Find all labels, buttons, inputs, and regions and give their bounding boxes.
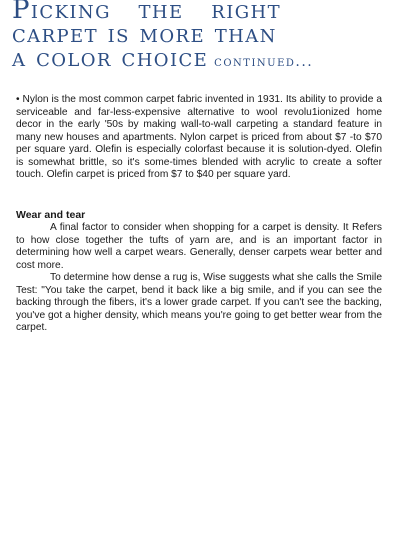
- section-heading-wear-and-tear: Wear and tear: [16, 209, 86, 221]
- paragraph-smile-test: To determine how dense a rug is, Wise suggests what she calls the Smile Test: "You take the carpet, bend it back like a big smile, and if you can see the backing through the fibers, it's a lower grade carpet. If you can't see the backing, you've got a higher density, which means you're going to get better wear from the carpet.: [16, 272, 382, 333]
- headline-line-3-text: a color choice: [12, 43, 209, 73]
- headline-line-1: Picking the right: [12, 0, 281, 25]
- continued-label: continued...: [214, 54, 314, 70]
- headline-line-2: carpet is more than: [12, 19, 277, 49]
- paragraph-density: A final factor to consider when shopping for a carpet is density. It Refers to how close together the tufts of yarn are, and is an important factor in determining how well a carpet wears. Generally, denser carpets wear better and cost more.: [16, 222, 382, 271]
- paragraph-nylon-olefin: • Nylon is the most common carpet fabric invented in 1931. Its ability to provide a serviceable and far-less-expensive alternative to wool revolu1ionized home decor in the early '50s by making wall-to-wall carpeting a standard feature in many new houses and apartments. Nylon carpet is priced from about $7 -to $70 per square yard. Olefin is especially colorfast because it is solution-dyed. Olefin is somewhat brittle, so it's some-times blended with acrylic to create a softer touch. Olefin carpet is priced from $7 to $40 per square yard.: [16, 94, 382, 180]
- page-headline: [12, 0, 392, 74]
- headline-line-3: [12, 43, 392, 74]
